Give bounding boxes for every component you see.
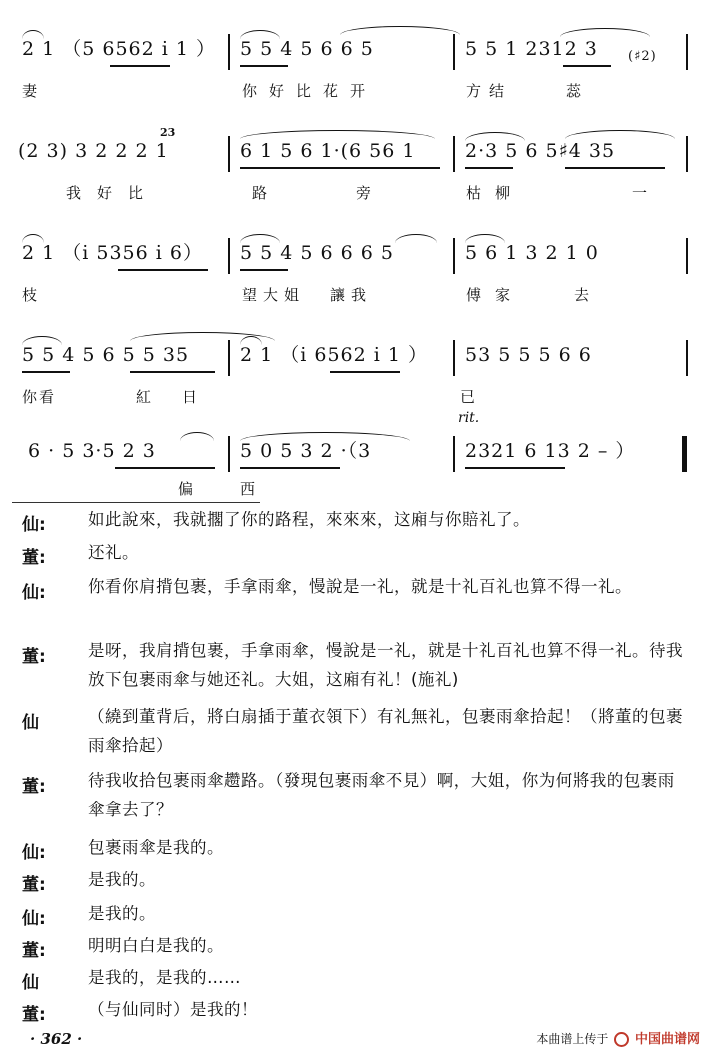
speaker: 仙 <box>22 713 39 733</box>
barline <box>228 436 230 472</box>
line-text: 还礼。 <box>88 543 139 562</box>
lyric: 妻 <box>22 82 40 100</box>
barline <box>228 34 230 70</box>
tempo-marking: rit. <box>458 410 480 426</box>
speaker: 仙: <box>22 843 46 863</box>
speaker: 仙: <box>22 583 46 603</box>
beam-line <box>465 167 513 169</box>
lyric: 路 <box>252 184 270 202</box>
barline <box>228 238 230 274</box>
measure: 2 1 （i̇ 6562 i̇ 1 ） <box>240 344 429 366</box>
beam-line <box>22 371 70 373</box>
speaker: 仙: <box>22 909 46 929</box>
accidental-note: (♯2) <box>628 49 657 64</box>
beam-line <box>465 467 565 469</box>
line-text: 待我收拾包裹雨傘趱路。（發現包裹雨傘不見）啊，大姐，你为何將我的包裹雨傘拿去了？ <box>88 771 675 819</box>
lyric: 我好比 <box>66 184 160 202</box>
slur <box>565 130 675 139</box>
beam-line <box>130 371 215 373</box>
beam-line <box>115 467 215 469</box>
speaker: 董: <box>22 647 46 667</box>
measure: 5 5 4 5 6 6 6 5 <box>240 242 394 264</box>
beam-line <box>110 65 170 67</box>
lyric: 紅 <box>136 388 154 406</box>
slur <box>560 28 650 37</box>
speaker: 董: <box>22 875 46 895</box>
speaker: 董: <box>22 1005 46 1025</box>
slur <box>22 30 44 39</box>
lyric: 旁 <box>356 184 374 202</box>
lyric: 枝 <box>22 286 40 304</box>
barline <box>228 136 230 172</box>
lyric: 蕊 <box>566 82 584 100</box>
lyric: 已 <box>460 388 478 406</box>
slur <box>180 432 214 441</box>
beam-line <box>563 65 611 67</box>
watermark-prefix: 本曲谱上传于 <box>536 1032 609 1046</box>
slur <box>22 336 62 345</box>
measure: 5 5 4 5 6 6 5 <box>240 38 374 60</box>
barline <box>228 340 230 376</box>
slur <box>240 432 410 441</box>
measure: 5 5 4 5 6 5 5 35 <box>22 344 190 366</box>
barline <box>453 136 455 172</box>
barline <box>453 436 455 472</box>
measure: 6 1 5 6 1·(6 56 1 <box>240 140 416 162</box>
lyric: 你看 <box>22 388 57 406</box>
beam-line <box>330 371 400 373</box>
line-text: （繞到董背后，將白扇插于董衣領下）有礼無礼，包裹雨傘拾起！（將董的包裹雨傘拾起） <box>88 707 683 755</box>
slur <box>395 234 437 243</box>
beam-line <box>240 467 340 469</box>
lyric: 一 <box>632 184 650 202</box>
measure: (2 3) 3 2 2 2 1 <box>18 140 169 162</box>
barline <box>686 238 688 274</box>
slur <box>240 30 280 39</box>
slur <box>340 26 460 35</box>
site-logo-icon <box>614 1032 629 1047</box>
speaker: 仙: <box>22 515 46 535</box>
slur <box>240 130 435 139</box>
measure: 5 5 1 2312 3 <box>465 38 598 60</box>
slur <box>240 234 280 243</box>
slur <box>22 234 44 243</box>
lyric: 日 <box>182 388 200 406</box>
measure: 5 0 5 3 2 ·（3 <box>240 440 372 462</box>
beam-line <box>118 269 208 271</box>
line-text: 是我的。 <box>88 870 156 889</box>
line-text: 是呀，我肩揹包裹，手拿雨傘，慢說是一礼，就是十礼百礼也算不得一礼。待我放下包裹雨傘与她还礼。大姐，这廂有礼！(施礼) <box>88 641 683 689</box>
barline <box>686 340 688 376</box>
line-text: 明明白白是我的。 <box>88 936 224 955</box>
measure: 2321 6 13 2 – ） <box>465 440 636 462</box>
divider <box>12 502 260 503</box>
lyric: 西 <box>240 480 258 498</box>
slur <box>465 234 505 243</box>
lyric: 你好比花开 <box>242 82 378 100</box>
barline <box>686 136 688 172</box>
speaker: 仙 <box>22 973 39 993</box>
measure: 2·3 5 6 5♯4 35 <box>465 140 616 162</box>
measure: 53 5 5 5 6 6 <box>465 344 592 366</box>
speaker: 董: <box>22 777 46 797</box>
lyric: 去 <box>574 286 592 304</box>
lyric: 望大姐 <box>242 286 306 304</box>
slur <box>465 132 525 141</box>
line-text: 包裹雨傘是我的。 <box>88 838 224 857</box>
barline <box>453 34 455 70</box>
lyric: 方结 <box>466 82 513 100</box>
speaker: 董: <box>22 548 46 568</box>
watermark-site: 中国曲谱网 <box>634 1032 700 1047</box>
barline <box>686 34 688 70</box>
lyric: 傅家 <box>466 286 525 304</box>
measure: 5 6 1 3 2 1 0 <box>465 242 599 264</box>
line-text: 如此說來，我就擱了你的路程，來來來，这廂与你賠礼了。 <box>88 510 530 529</box>
measure: 2 1 （i̇ 5356 i̇ 6） <box>22 242 203 264</box>
line-text: （与仙同时）是我的！ <box>88 1000 258 1019</box>
grace-note: 23 <box>160 126 176 139</box>
speaker: 董: <box>22 941 46 961</box>
line-text: 你看你肩揹包裹，手拿雨傘，慢說是一礼，就是十礼百礼也算不得一礼。 <box>88 577 632 596</box>
line-text: 是我的，是我的…… <box>88 968 241 987</box>
beam-line <box>240 167 440 169</box>
final-barline <box>682 436 687 472</box>
measure: 6 · 5 3·5 2 3 <box>28 440 156 462</box>
beam-line <box>565 167 665 169</box>
beam-line <box>240 65 288 67</box>
barline <box>453 238 455 274</box>
page-number: · 362 · <box>30 1030 83 1048</box>
lyric: 讓我 <box>330 286 373 304</box>
watermark <box>536 1028 700 1047</box>
lyric: 枯柳 <box>466 184 525 202</box>
line-text: 是我的。 <box>88 904 156 923</box>
beam-line <box>240 269 288 271</box>
barline <box>453 340 455 376</box>
lyric: 偏 <box>178 480 196 498</box>
measure: 2 1 （5 6562 i̇ 1 ） <box>22 38 217 60</box>
